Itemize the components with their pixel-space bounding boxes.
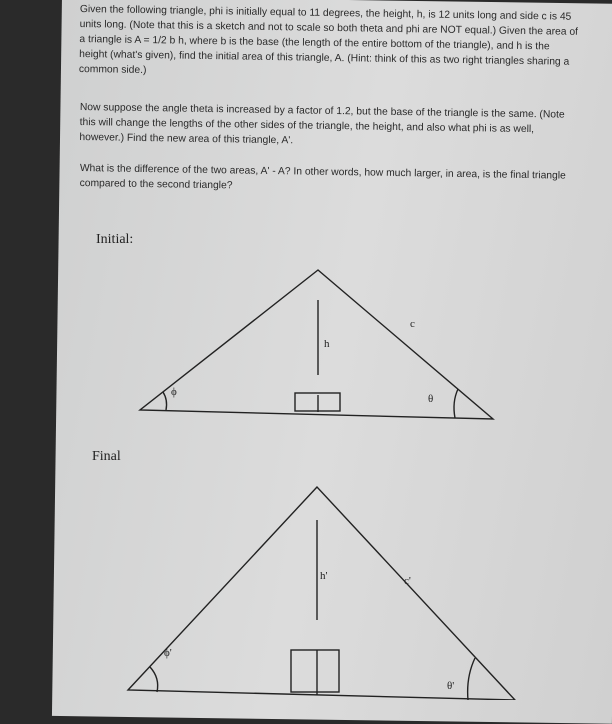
initial-phi-arc <box>163 392 167 410</box>
final-h-label: h' <box>320 570 328 582</box>
final-c-label: c' <box>404 575 411 587</box>
final-theta-arc <box>468 658 475 700</box>
final-right-angle-marker <box>291 650 339 692</box>
question-paragraph-2: Now suppose the angle theta is increased by a factor of 1.2, but the base of the triangle is the same. (Note this will change the lengths of the other sides of the triangle, the height, and also what phi is as well, however.) Find the new area of this triangle, A'. <box>79 101 565 147</box>
final-triangle <box>128 487 515 700</box>
final-title: Final <box>92 449 121 464</box>
initial-triangle <box>140 270 493 419</box>
final-phi-label: ϕ' <box>164 647 172 659</box>
initial-title: Initial: <box>96 232 134 247</box>
initial-c-label: c <box>410 318 415 330</box>
final-theta-label: θ' <box>447 680 455 692</box>
initial-h-label: h <box>324 338 330 350</box>
question-paragraph-3: What is the difference of the two areas, A' - A? In other words, how much larger, in area, is the final triangle compared to the second triangle? <box>79 162 566 192</box>
initial-theta-label: θ <box>428 393 434 405</box>
initial-theta-arc <box>454 389 458 418</box>
initial-phi-label: ϕ <box>171 386 177 398</box>
question-paragraph-1: Given the following triangle, phi is initially equal to 11 degrees, the height, h, is 12 units long and side c is 45 units long. (Note that this is a sketch and not to scale so both theta and phi are NOT equal.) Given the area of a triangle is A = 1/2 b h, where b is the base (the length of the entire bottom of the triangle), and h is the height (what's given), find the initial area of this triangle, A. (Hint: think of this as two right triangles sharing a common side.) <box>78 3 579 77</box>
final-phi-arc <box>150 667 158 692</box>
